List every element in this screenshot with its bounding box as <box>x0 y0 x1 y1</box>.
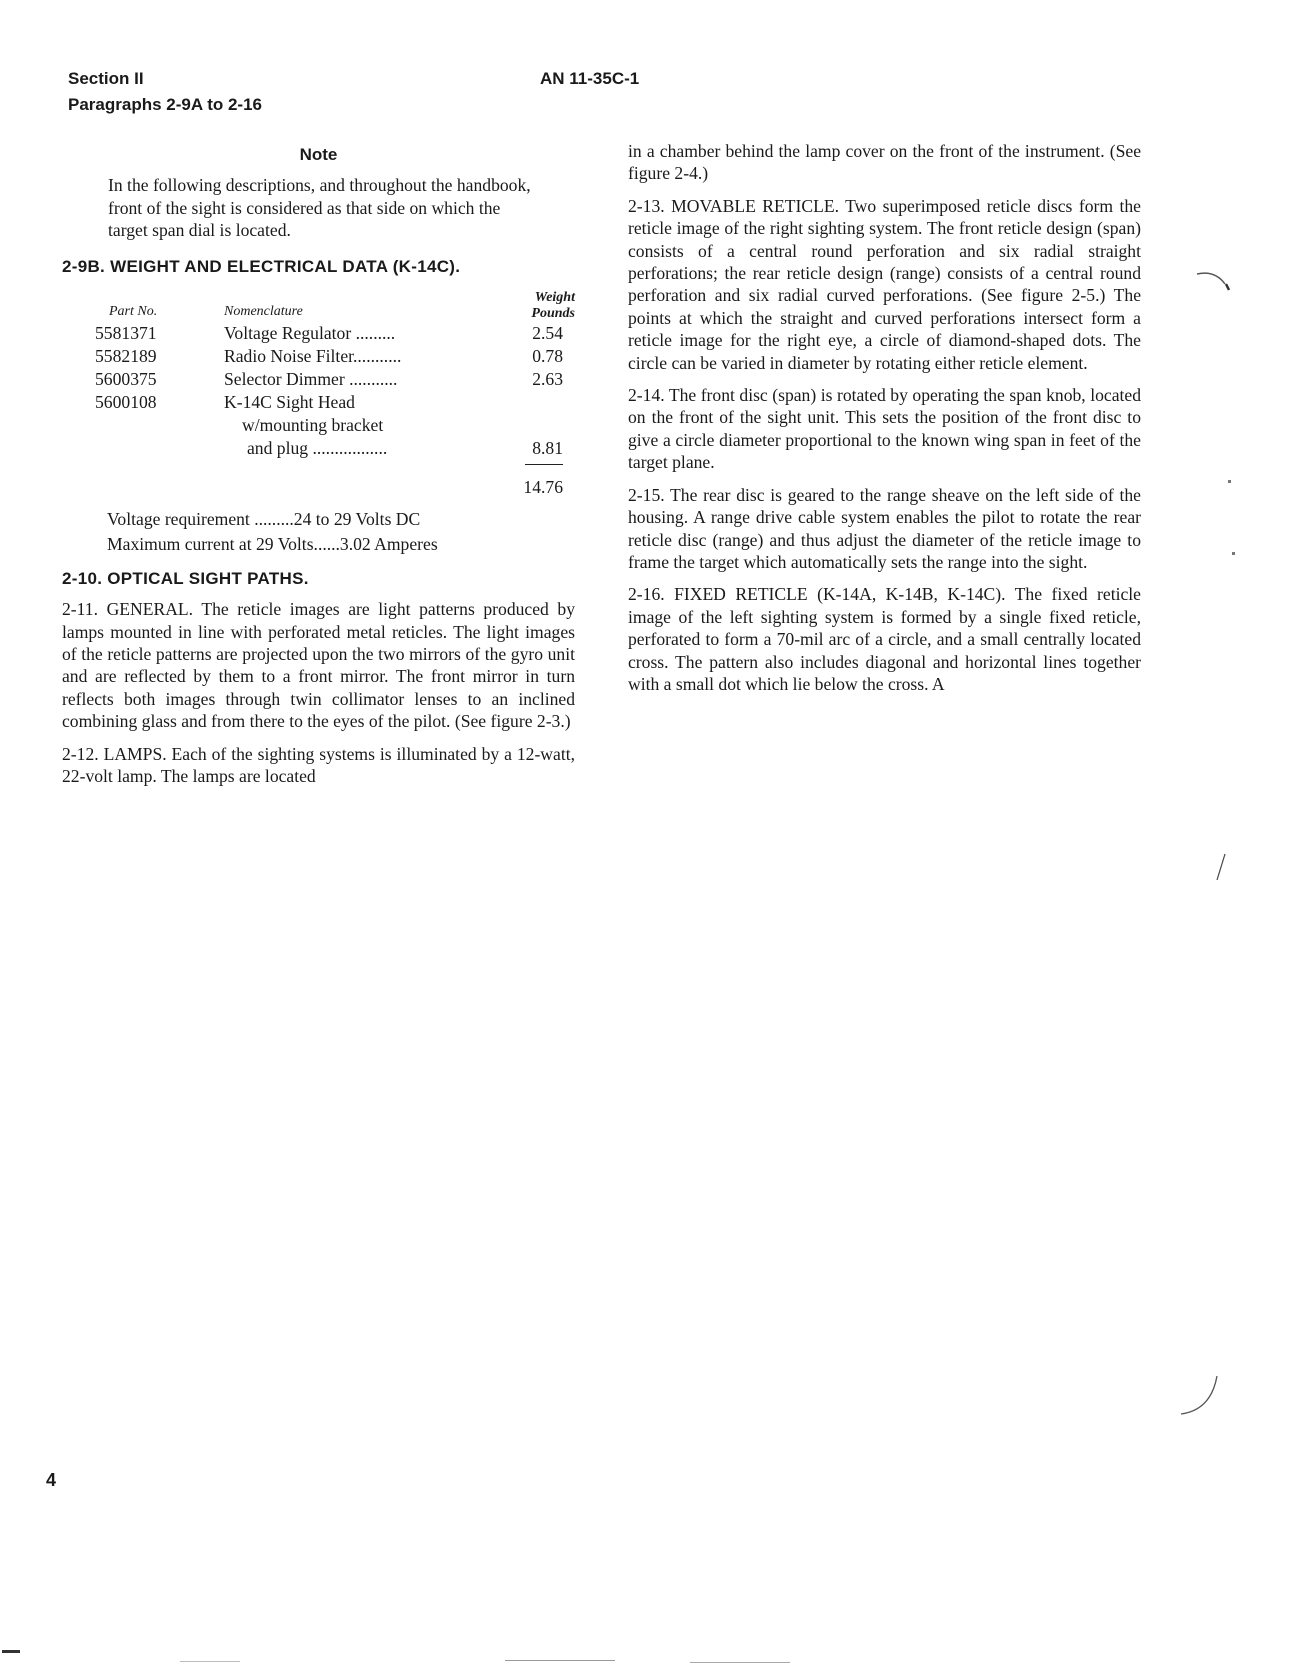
table-row-continued: and plug ................. 8.81 <box>247 438 563 459</box>
paragraph-2-12: 2-12. LAMPS. Each of the sighting systems is illuminated by a 12-watt, 22-volt lamp. The lamps are located <box>62 743 575 787</box>
paragraph-2-14: 2-14. The front disc (span) is rotated by operating the span knob, located on the front of the sight unit. This sets the position of the front disc to give a circle diameter proportional to the known wing span in feet of the target plane. <box>628 385 1141 473</box>
paragraph-2-16: 2-16. FIXED RETICLE (K-14A, K-14B, K-14C). The fixed reticle image of the left sighting system is formed by a single fixed reticle, perforated to form a 70-mil arc of a circle, and a small centrally located cross. The pattern also includes diagonal and horizontal lines together with a small dot which lie below the cross. A <box>628 584 1141 694</box>
col-nomenclature: Nomenclature <box>224 304 303 320</box>
scan-speck <box>180 1661 240 1662</box>
weight-table-header <box>62 286 575 322</box>
weight-section-heading: 2-9B. WEIGHT AND ELECTRICAL DATA (K-14C). <box>62 256 461 276</box>
page-number: 4 <box>46 1470 57 1490</box>
right-column <box>628 140 1141 705</box>
scan-speck <box>1228 480 1231 483</box>
scan-speck <box>690 1662 790 1663</box>
left-column <box>62 140 575 798</box>
optical-section-heading: 2-10. OPTICAL SIGHT PATHS. <box>62 568 309 588</box>
scan-artifact-mark <box>1175 1370 1225 1430</box>
scan-speck <box>1232 552 1235 555</box>
paragraph-2-12-continued: in a chamber behind the lamp cover on the front of the instrument. (See figure 2-4.) <box>628 141 1141 184</box>
document-id: AN 11-35C-1 <box>540 69 640 88</box>
table-row-continued: w/mounting bracket <box>242 415 384 436</box>
col-part-no: Part No. <box>109 304 158 320</box>
weight-total: 14.76 <box>523 477 563 498</box>
scan-artifact-mark <box>1195 268 1235 328</box>
scan-speck <box>505 1660 615 1661</box>
paragraphs-label: Paragraphs 2-9A to 2-16 <box>68 95 262 114</box>
col-weight-pounds: Weight Pounds <box>531 290 575 322</box>
running-header-left <box>68 66 262 118</box>
table-row: 5582189 Radio Noise Filter........... 0.78 <box>95 346 563 367</box>
weight-table <box>62 286 575 502</box>
sum-rule <box>62 460 575 472</box>
table-row: 5581371 Voltage Regulator ......... 2.54 <box>95 323 563 344</box>
maximum-current: Maximum current at 29 Volts......3.02 Amperes <box>107 534 438 555</box>
table-row: 5600375 Selector Dimmer ........... 2.63 <box>95 369 563 390</box>
scan-artifact-mark <box>1195 850 1235 890</box>
table-row-sight-head: 5600108 K-14C Sight Head <box>95 392 355 413</box>
paragraph-2-15: 2-15. The rear disc is geared to the range sheave on the left side of the housing. A range drive cable system enables the pilot to rotate the rear reticle disc (range) and thus adjust the diameter of the reticle image to frame the target which automatically sets the range into the sight. <box>628 484 1141 572</box>
note-text: In the following descriptions, and throughout the handbook, front of the sight is considered as that side on which the target span dial is located. <box>108 175 531 241</box>
scan-speck <box>2 1650 20 1653</box>
paragraph-2-13: 2-13. MOVABLE RETICLE. Two superimposed reticle discs form the reticle image of the right sighting system. The front reticle design (span) consists of a central round perforation and six radial straight perforations; the rear reticle design (range) consists of a central round perforation and six radial curved perforations. (See figure 2-5.) The points at which the straight and curved perforations intersect form a reticle image for the right eye, a circle of diamond-shaped dots. The circle can be varied in diameter by rotating either reticle element. <box>628 195 1141 373</box>
voltage-requirement: Voltage requirement .........24 to 29 Volts DC <box>107 509 421 530</box>
note-title: Note <box>299 145 338 164</box>
section-label: Section II <box>68 69 144 88</box>
paragraph-2-11: 2-11. GENERAL. The reticle images are light patterns produced by lamps mounted in line with perforated metal reticles. The light images of the reticle patterns are projected upon the two mirrors of the gyro unit and are reflected by them to a front mirror. The front mirror in turn reflects both images through twin collimator lenses to an inclined combining glass and from there to the eyes of the pilot. (See figure 2-3.) <box>62 599 575 732</box>
